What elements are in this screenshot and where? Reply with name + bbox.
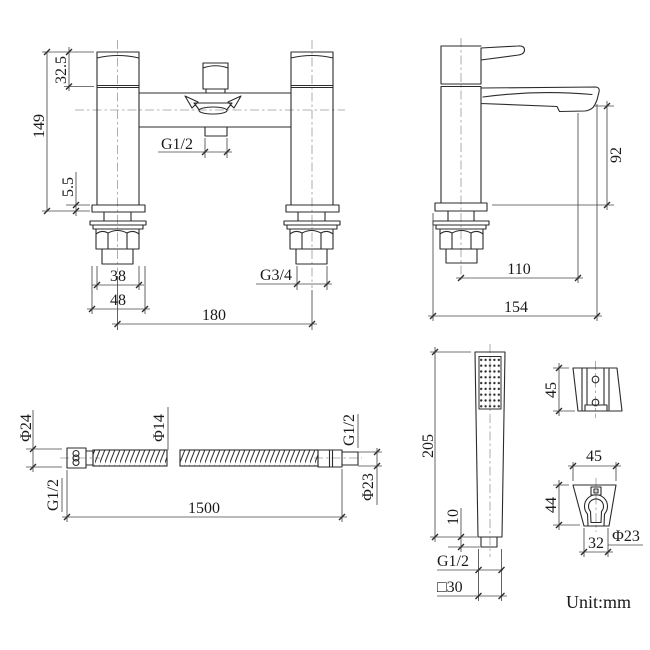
dim-label-38: 38 bbox=[110, 268, 126, 285]
hose-view bbox=[18, 407, 382, 522]
dim-label-110: 110 bbox=[507, 261, 531, 278]
dim-label-1500: 1500 bbox=[188, 500, 220, 517]
dim-label-154: 154 bbox=[504, 299, 528, 316]
dim-label-bracket-45: 45 bbox=[586, 448, 602, 465]
mixer-dimension-lines bbox=[42, 47, 332, 330]
mixer-front-view bbox=[31, 40, 345, 330]
dim-label-48: 48 bbox=[110, 292, 126, 309]
tap-outline bbox=[433, 46, 599, 263]
thread-label-hose-right: G1/2 bbox=[341, 414, 358, 446]
thread-label-inlet-g34: G3/4 bbox=[260, 267, 292, 284]
dim-label-205: 205 bbox=[420, 434, 437, 458]
unit-note: Unit:mm bbox=[566, 592, 632, 612]
bracket-front-outline bbox=[573, 485, 616, 526]
dim-label-phi23-hose: Φ23 bbox=[360, 473, 377, 501]
handshower-spray-face bbox=[479, 357, 501, 410]
mixer-centerlines bbox=[75, 40, 345, 288]
dim-label-bracket-phi23: Φ23 bbox=[612, 528, 640, 545]
dim-label-32-5: 32.5 bbox=[53, 56, 70, 84]
hose-segment-left bbox=[93, 450, 167, 466]
dim-label-square30: □30 bbox=[437, 579, 463, 596]
tap-side-view bbox=[428, 38, 625, 321]
dim-label-phi14: Φ14 bbox=[151, 414, 168, 442]
handshower-view bbox=[420, 344, 507, 601]
dim-label-92: 92 bbox=[608, 147, 625, 163]
dim-label-phi24: Φ24 bbox=[18, 414, 35, 442]
dim-label-149: 149 bbox=[31, 114, 48, 138]
dim-label-bracket-44: 44 bbox=[543, 497, 560, 513]
thread-label-handset: G1/2 bbox=[437, 553, 469, 570]
dim-label-5-5: 5.5 bbox=[60, 177, 77, 197]
bracket-profile-view bbox=[543, 361, 622, 418]
dim-label-10: 10 bbox=[445, 509, 462, 525]
mixer-dimension-ticks bbox=[44, 49, 330, 327]
hose-segment-right bbox=[180, 450, 318, 466]
mixer-outline bbox=[90, 52, 340, 264]
thread-label-hose-left: G1/2 bbox=[45, 479, 62, 511]
dim-label-bracket-32: 32 bbox=[588, 535, 604, 552]
dim-label-bracket-45-profile: 45 bbox=[543, 382, 560, 398]
hose-nut-knurl bbox=[73, 460, 79, 466]
thread-label-outlet-g12: G1/2 bbox=[161, 136, 193, 153]
bracket-front-view bbox=[543, 448, 643, 557]
dim-label-180: 180 bbox=[202, 307, 226, 324]
